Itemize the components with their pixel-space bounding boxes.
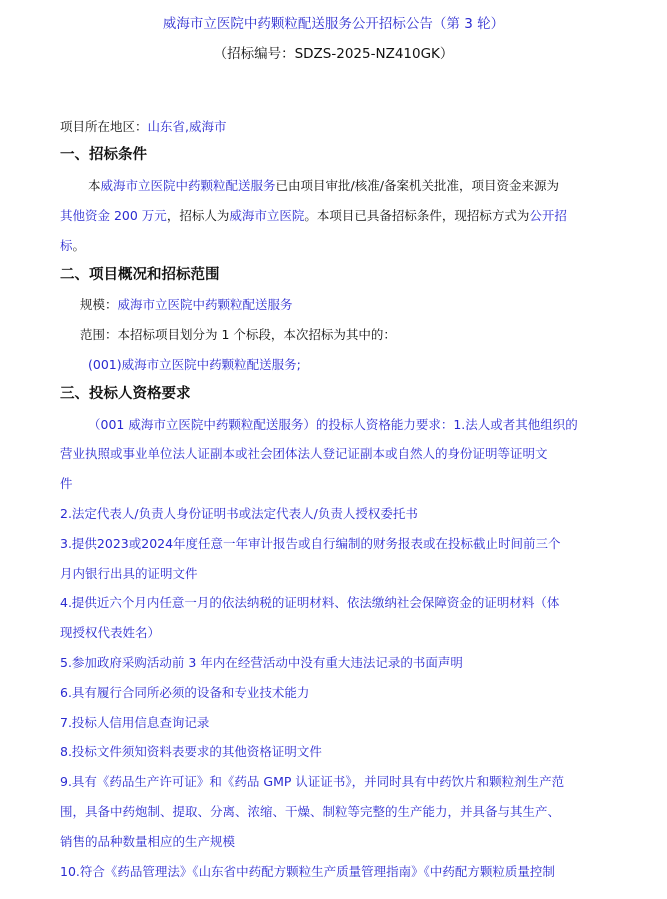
tenderer: 威海市立医院 bbox=[229, 207, 305, 223]
paragraph-line bbox=[0, 231, 667, 261]
requirement-line: 6.具有履行合同所必须的设备和专业技术能力 bbox=[60, 684, 310, 700]
project-region bbox=[0, 112, 667, 142]
document-title: 威海市立医院中药颗粒配送服务公开招标公告（第 3 轮） bbox=[162, 16, 505, 32]
text: 已由项目审批/核准/备案机关批准，项目资金来源为 bbox=[275, 178, 559, 194]
tender-number: （招标编号：SDZS-2025-NZ410GK） bbox=[213, 45, 454, 62]
requirement-line: 9.具有《药品生产许可证》和《药品 GMP 认证证书》，并同时具有中药饮片和颗粒剂生产范 bbox=[60, 774, 565, 790]
section-heading-1: 一、招标条件 bbox=[60, 147, 147, 164]
tender-method-end: 标 bbox=[60, 237, 73, 253]
section-heading-3: 三、投标人资格要求 bbox=[60, 385, 191, 402]
project-scale bbox=[0, 290, 667, 320]
requirement-line: 月内银行出具的证明文件 bbox=[60, 565, 198, 581]
requirement-line: 围，具备中药炮制、提取、分离、浓缩、干燥、制粒等完整的生产能力，并具备与其生产、 bbox=[60, 803, 561, 819]
paragraph-line bbox=[0, 171, 667, 201]
lot-item: (001)威海市立医院中药颗粒配送服务; bbox=[88, 356, 301, 372]
text: 。本项目已具备招标条件，现招标方式为 bbox=[304, 207, 530, 223]
text: 本 bbox=[88, 178, 101, 194]
scale-label: 规模： bbox=[80, 297, 118, 313]
text: 。 bbox=[72, 237, 86, 253]
tender-method: 公开招 bbox=[529, 207, 567, 223]
requirement-line: 7.投标人信用信息查询记录 bbox=[60, 714, 210, 730]
region-label: 项目所在地区： bbox=[60, 118, 148, 134]
region-value: 山东省,威海市 bbox=[147, 118, 227, 134]
requirement-line: 营业执照或事业单位法人证副本或社会团体法人登记证副本或自然人的身份证明等证明文 bbox=[60, 446, 548, 462]
requirement-line: 件 bbox=[60, 476, 73, 492]
requirement-line: 5.参加政府采购活动前 3 年内在经营活动中没有重大违法记录的书面声明 bbox=[60, 654, 463, 670]
requirement-line: 2.法定代表人/负责人身份证明书或法定代表人/负责人授权委托书 bbox=[60, 505, 418, 521]
requirement-line: 8.投标文件须知资料表要求的其他资格证明文件 bbox=[60, 744, 322, 760]
requirement-line: 销售的品种数量相应的生产规模 bbox=[60, 833, 236, 849]
requirement-line: 3.提供2023或2024年度任意一年审计报告或自行编制的财务报表或在投标截止时间前三个 bbox=[60, 535, 561, 551]
requirement-line: 4.提供近六个月内任意一月的依法纳税的证明材料、依法缴纳社会保障资金的证明材料（体 bbox=[60, 595, 560, 611]
project-range: 范围：本招标项目划分为 1 个标段，本次招标为其中的： bbox=[80, 327, 396, 343]
fund-source: 其他资金 200 万元 bbox=[60, 207, 167, 223]
text: ，招标人为 bbox=[166, 207, 230, 223]
requirement-line: 10.符合《药品管理法》《山东省中药配方颗粒生产质量管理指南》《中药配方颗粒质量控制 bbox=[60, 863, 555, 879]
project-name: 威海市立医院中药颗粒配送服务 bbox=[100, 178, 276, 194]
scale-value: 威海市立医院中药颗粒配送服务 bbox=[117, 297, 293, 313]
requirement-line: （001 威海市立医院中药颗粒配送服务）的投标人资格能力要求：1.法人或者其他组织的 bbox=[88, 416, 578, 432]
requirement-line: 现授权代表姓名） bbox=[60, 625, 161, 641]
section-heading-2: 二、项目概况和招标范围 bbox=[60, 266, 220, 283]
paragraph-line bbox=[0, 201, 667, 231]
